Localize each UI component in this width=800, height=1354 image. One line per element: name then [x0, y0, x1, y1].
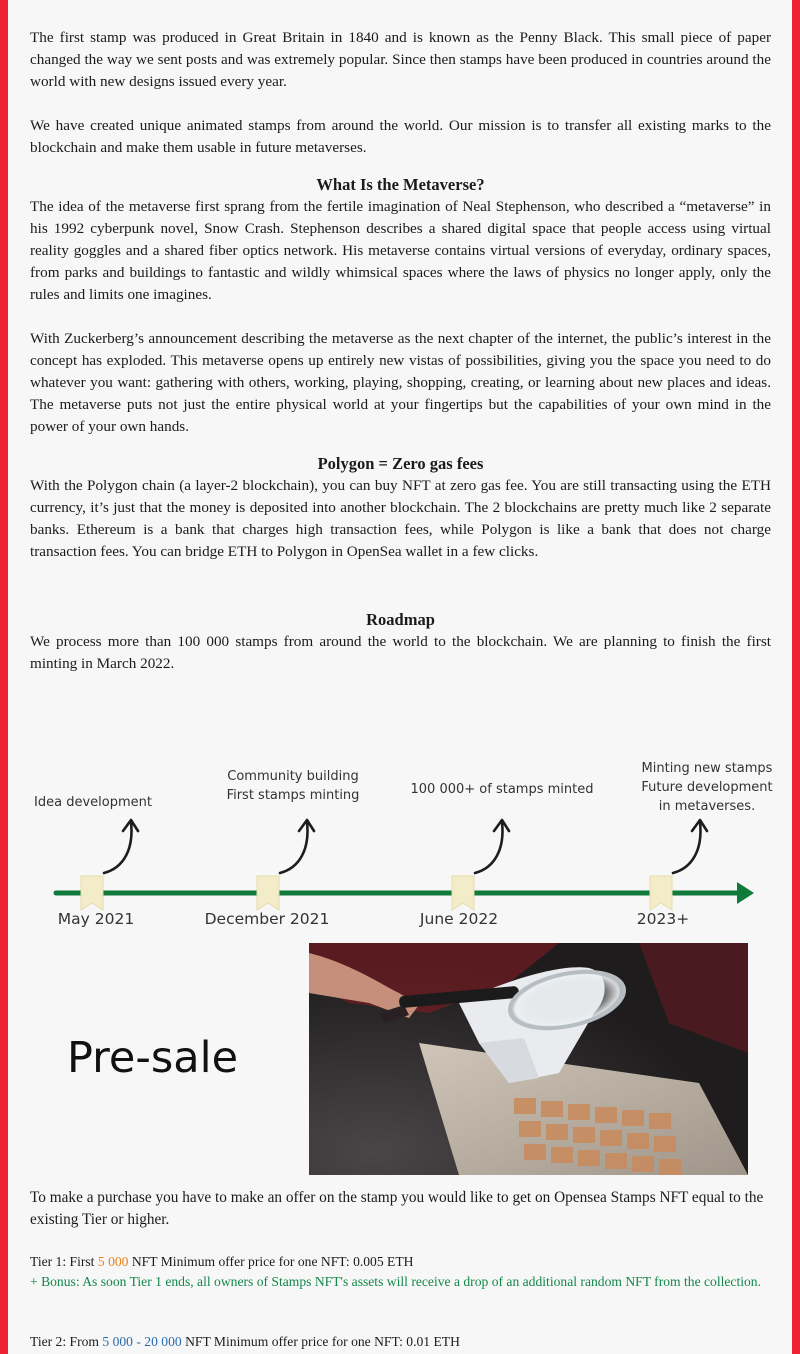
metaverse-heading: What Is the Metaverse? [316, 175, 485, 194]
tier-2-line [30, 1332, 771, 1352]
milestone-4-date: 2023+ [636, 910, 690, 928]
milestone-2-text [208, 767, 378, 805]
milestone-marker-1 [81, 820, 138, 910]
tier-1-prefix: Tier 1: First [30, 1254, 98, 1269]
roadmap-heading: Roadmap [366, 610, 435, 629]
milestone-4-text [627, 759, 787, 816]
polygon-heading: Polygon = Zero gas fees [317, 454, 484, 473]
milestone-3-text [402, 780, 602, 799]
milestone-marker-2 [257, 820, 314, 910]
milestone-marker-4 [650, 820, 707, 910]
milestone-4-line-3: in metaverses. [658, 799, 756, 814]
timeline-arrowhead [737, 882, 754, 904]
presale-title: Pre-sale [67, 1033, 239, 1083]
stamp-collection-photo [309, 943, 748, 1175]
tier-2-suffix: NFT Minimum offer price for one NFT: 0.01 ETH [181, 1334, 460, 1349]
article-content [30, 27, 771, 675]
milestone-2-line-1: Community building [227, 769, 359, 784]
tier-2-range: 5 000 - 20 000 [102, 1334, 182, 1349]
tier-1-range: 5 000 [97, 1254, 129, 1269]
milestone-3-date: June 2022 [419, 910, 499, 928]
milestone-2-line-2: First stamps minting [226, 788, 360, 803]
milestone-1-date: May 2021 [57, 910, 135, 928]
metaverse-paragraph-2: With Zuckerberg’s announcement describing the metaverse as the next chapter of the internet, the public’s interest in the concept has exploded. This metaverse opens up entirely new vistas of possibilities, giving you the space you need to do whatever you want: gathering with others, working, playing, shopping, creating, or learning about new places and ideas. The metaverse puts not just the entire physical world at your fingertips but the capabilities of your own mind in the power of your own hands. [30, 330, 771, 435]
tier-2-prefix: Tier 2: From [30, 1334, 103, 1349]
tier-1-bonus: + Bonus: As soon Tier 1 ends, all owners of Stamps NFT's assets will receive a drop of an additional random NFT from the collection. [30, 1274, 761, 1289]
milestone-4-line-1: Minting new stamps [641, 761, 773, 776]
tier-1-line [30, 1252, 771, 1272]
milestone-1-line-1: Idea development [34, 795, 152, 810]
intro-paragraph-1: The first stamp was produced in Great Britain in 1840 and is known as the Penny Black. This small piece of paper changed the way we sent posts and was extremely popular. Since then stamps have been produced in countries around the world with new designs issued every year. [30, 29, 771, 90]
metaverse-paragraph-1: The idea of the metaverse first sprang from the fertile imagination of Neal Stephenson, who described a “metaverse” in his 1992 cyberpunk novel, Snow Crash. Stephenson describes a shared digital space that people access using virtual reality goggles and a shared fiber optics network. His metaverse contains virtual versions of everyday, ordinary spaces, from parks and buildings to fantastic and wildly whimsical spaces where the laws of physics no longer apply, only the rules and limits one imagines. [30, 198, 771, 303]
polygon-paragraph: With the Polygon chain (a layer-2 blockchain), you can buy NFT at zero gas fee. You are still transacting using the ETH currency, it’s just that the money is deposited into another blockchain. The 2 blockchains are pretty much like 2 separate banks. Ethereum is a bank that charges high transaction fees, while Polygon is like a bank that does not charge transaction fees. You can bridge ETH to Polygon in OpenSea wallet in a few clicks. [30, 477, 771, 560]
milestone-marker-3 [452, 820, 509, 910]
left-accent-bar [0, 0, 8, 1354]
milestone-1-text [23, 793, 163, 812]
tier-1-suffix: NFT Minimum offer price for one NFT: 0.005 ETH [128, 1254, 414, 1269]
milestone-3-line-1: 100 000+ of stamps minted [410, 782, 594, 797]
roadmap-paragraph: We process more than 100 000 stamps from around the world to the blockchain. We are planning to finish the first minting in March 2022. [30, 633, 771, 672]
milestone-4-line-2: Future development [641, 780, 773, 795]
intro-paragraph-2: We have created unique animated stamps from around the world. Our mission is to transfer all existing marks to the blockchain and make them usable in future metaverses. [30, 117, 771, 156]
roadmap-timeline [0, 740, 800, 940]
milestone-2-date: December 2021 [204, 910, 330, 928]
right-accent-bar [792, 0, 800, 1354]
purchase-instructions: To make a purchase you have to make an offer on the stamp you would like to get on Opensea Stamps NFT equal to the existing Tier or higher. [30, 1189, 764, 1228]
